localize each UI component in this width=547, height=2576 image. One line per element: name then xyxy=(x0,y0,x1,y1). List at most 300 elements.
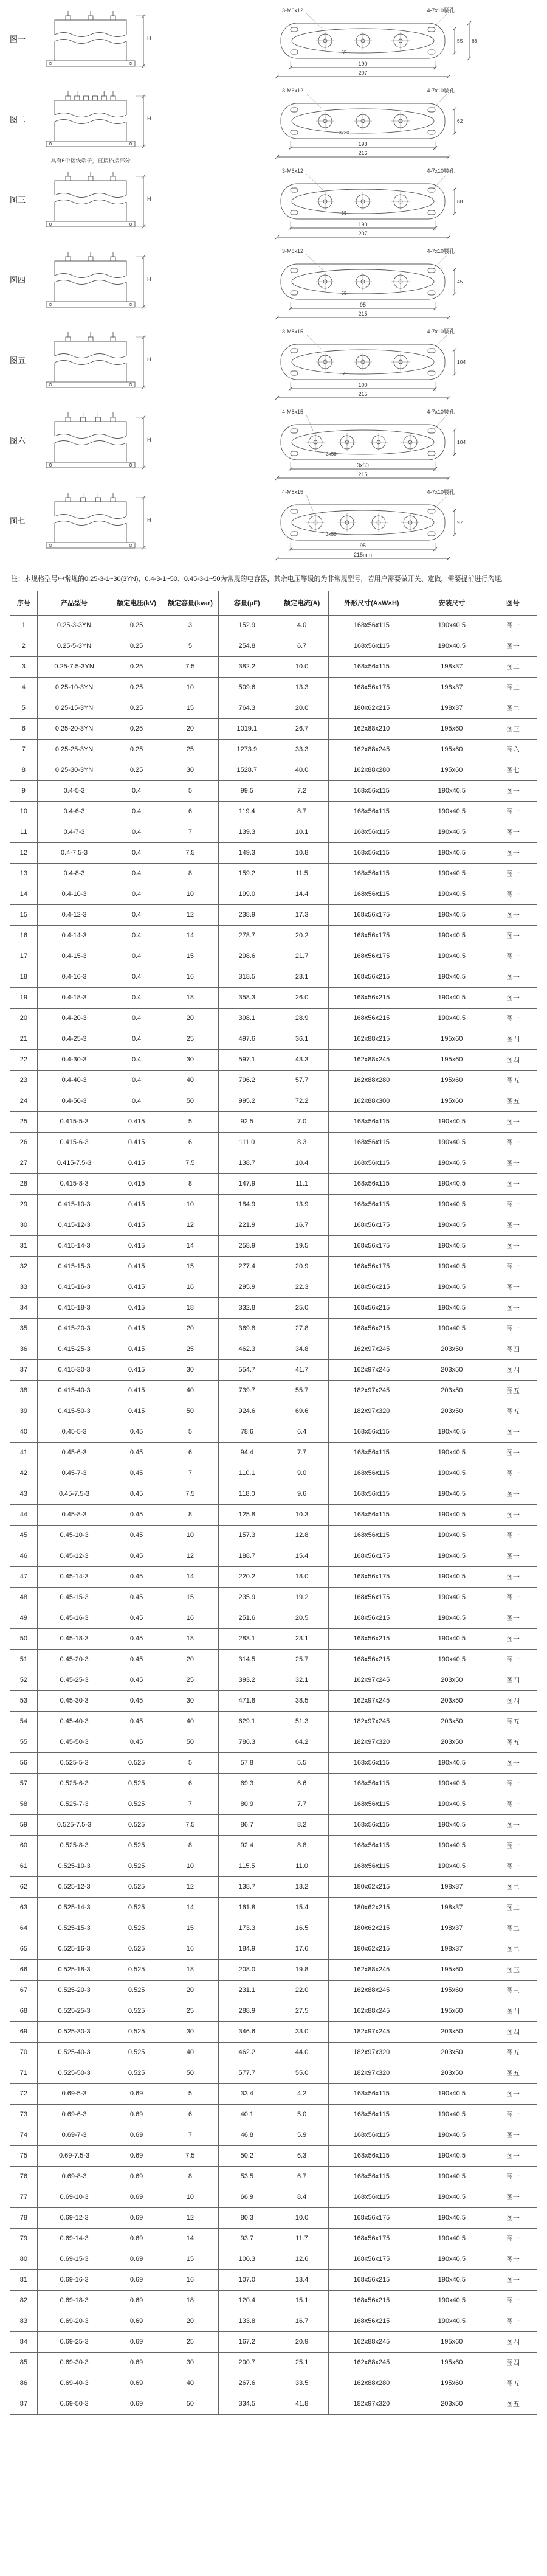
table-cell: 138.7 xyxy=(219,1876,275,1897)
table-cell: 20 xyxy=(162,718,218,739)
table-cell: 49 xyxy=(10,1608,38,1628)
table-cell: 168x56x115 xyxy=(328,1794,415,1814)
table-cell: 47 xyxy=(10,1566,38,1587)
table-cell: 80.3 xyxy=(219,2207,275,2228)
table-cell: 0.45-20-3 xyxy=(37,1649,111,1670)
table-cell: 8.8 xyxy=(275,1835,328,1856)
table-cell: 0.25-3-3YN xyxy=(37,615,111,636)
table-row xyxy=(10,1070,537,1091)
table-cell: 8 xyxy=(162,1173,218,1194)
table-cell: 23 xyxy=(10,1070,38,1091)
table-cell: 图四 xyxy=(489,1339,537,1359)
table-cell: 图一 xyxy=(489,2145,537,2166)
table-cell: 0.25 xyxy=(111,698,162,718)
table-cell: 198x37 xyxy=(415,677,489,698)
table-cell: 298.6 xyxy=(219,946,275,967)
table-cell: 8 xyxy=(162,2166,218,2187)
table-cell: 0.415-18-3 xyxy=(37,1297,111,1318)
table-cell: 0.45 xyxy=(111,1484,162,1504)
table-cell: 190x40.5 xyxy=(415,2290,489,2311)
table-cell: 图一 xyxy=(489,2166,537,2187)
table-cell: 图四 xyxy=(489,1670,537,1690)
table-cell: 12.8 xyxy=(275,1525,328,1546)
table-cell: 0.415 xyxy=(111,1173,162,1194)
table-cell: 0.4-16-3 xyxy=(37,967,111,987)
table-cell: 图二 xyxy=(489,1918,537,1939)
table-cell: 283.1 xyxy=(219,1628,275,1649)
table-cell: 168x56x115 xyxy=(328,1153,415,1173)
table-cell: 25 xyxy=(162,1029,218,1049)
svg-text:65: 65 xyxy=(341,210,347,216)
table-cell: 786.3 xyxy=(219,1732,275,1752)
table-cell: 21.7 xyxy=(275,946,328,967)
column-header: 外形尺寸(A×W×H) xyxy=(328,591,415,615)
table-cell: 14 xyxy=(10,884,38,904)
table-cell: 195x60 xyxy=(415,1070,489,1091)
table-cell: 41.8 xyxy=(275,2394,328,2414)
table-cell: 168x56x175 xyxy=(328,925,415,946)
table-row xyxy=(10,2166,537,2187)
svg-text:215: 215 xyxy=(358,311,368,317)
table-cell: 30 xyxy=(162,1049,218,1070)
svg-text:104: 104 xyxy=(457,439,466,445)
table-cell: 37 xyxy=(10,1359,38,1380)
table-cell: 8.7 xyxy=(275,801,328,822)
table-cell: 图一 xyxy=(489,1773,537,1794)
table-cell: 63 xyxy=(10,1897,38,1918)
table-cell: 11.0 xyxy=(275,1856,328,1876)
table-row xyxy=(10,2207,537,2228)
table-cell: 18 xyxy=(162,987,218,1008)
column-header: 额定电压(kV) xyxy=(111,591,162,615)
figure-label: 图四 xyxy=(10,276,26,285)
table-cell: 162x97x245 xyxy=(328,1690,415,1711)
table-cell: 10 xyxy=(162,1525,218,1546)
table-cell: 161.8 xyxy=(219,1897,275,1918)
table-cell: 168x56x115 xyxy=(328,1773,415,1794)
table-cell: 0.69-7.5-3 xyxy=(37,2145,111,2166)
table-cell: 15 xyxy=(162,1918,218,1939)
table-row xyxy=(10,2083,537,2104)
table-cell: 182x97x320 xyxy=(328,1401,415,1422)
table-cell: 7.7 xyxy=(275,1442,328,1463)
table-cell: 图一 xyxy=(489,1752,537,1773)
table-cell: 393.2 xyxy=(219,1670,275,1690)
table-cell: 26.7 xyxy=(275,718,328,739)
table-cell: 203x50 xyxy=(415,2063,489,2083)
table-cell: 6 xyxy=(162,2104,218,2125)
table-cell: 17.3 xyxy=(275,904,328,925)
table-cell: 图一 xyxy=(489,904,537,925)
figure-2 xyxy=(10,85,537,165)
capacitor-drawing xyxy=(38,165,518,246)
table-cell: 94.4 xyxy=(219,1442,275,1463)
table-cell: 图一 xyxy=(489,967,537,987)
table-cell: 20 xyxy=(162,1008,218,1029)
table-cell: 40 xyxy=(162,1070,218,1091)
table-cell: 53.5 xyxy=(219,2166,275,2187)
table-cell: 0.525 xyxy=(111,2001,162,2021)
table-cell: 66 xyxy=(10,1959,38,1980)
table-cell: 图五 xyxy=(489,1070,537,1091)
table-cell: 195x60 xyxy=(415,739,489,760)
table-cell: 34.8 xyxy=(275,1339,328,1359)
table-cell: 50 xyxy=(162,2063,218,2083)
table-cell: 0.525 xyxy=(111,1939,162,1959)
table-cell: 168x56x115 xyxy=(328,656,415,677)
table-cell: 图一 xyxy=(489,1608,537,1628)
figure-drawing xyxy=(38,326,537,406)
table-cell: 184.9 xyxy=(219,1939,275,1959)
figure-7 xyxy=(10,487,537,567)
table-cell: 图一 xyxy=(489,1297,537,1318)
table-row xyxy=(10,636,537,656)
table-cell: 203x50 xyxy=(415,2042,489,2063)
table-cell: 0.525 xyxy=(111,1773,162,1794)
table-cell: 0.415 xyxy=(111,1401,162,1422)
table-cell: 图四 xyxy=(489,1359,537,1380)
table-row xyxy=(10,904,537,925)
table-cell: 7.5 xyxy=(162,2145,218,2166)
table-cell: 168x56x115 xyxy=(328,1504,415,1525)
table-cell: 6.6 xyxy=(275,1773,328,1794)
svg-text:3x50: 3x50 xyxy=(326,451,337,457)
table-cell: 1273.9 xyxy=(219,739,275,760)
table-cell: 9 xyxy=(10,780,38,801)
table-cell: 16 xyxy=(162,967,218,987)
table-cell: 图一 xyxy=(489,1256,537,1277)
table-cell: 0.69 xyxy=(111,2290,162,2311)
table-header-row xyxy=(10,591,537,615)
table-cell: 70 xyxy=(10,2042,38,2063)
table-cell: 203x50 xyxy=(415,2021,489,2042)
table-cell: 10.1 xyxy=(275,822,328,842)
table-cell: 6.7 xyxy=(275,2166,328,2187)
table-cell: 81 xyxy=(10,2269,38,2290)
table-cell: 509.6 xyxy=(219,677,275,698)
table-cell: 168x56x115 xyxy=(328,2145,415,2166)
table-cell: 190x40.5 xyxy=(415,1215,489,1235)
table-cell: 0.69-12-3 xyxy=(37,2207,111,2228)
table-cell: 6 xyxy=(162,801,218,822)
table-row xyxy=(10,1608,537,1628)
table-cell: 图一 xyxy=(489,2083,537,2104)
table-cell: 图一 xyxy=(489,1484,537,1504)
table-cell: 182x97x245 xyxy=(328,2021,415,2042)
table-cell: 0.525-40-3 xyxy=(37,2042,111,2063)
svg-text:4-7x10腰孔: 4-7x10腰孔 xyxy=(427,328,455,335)
table-cell: 182x97x320 xyxy=(328,2063,415,2083)
table-cell: 190x40.5 xyxy=(415,1318,489,1339)
table-cell: 5.9 xyxy=(275,2125,328,2145)
table-cell: 30 xyxy=(162,1359,218,1380)
table-cell: 462.2 xyxy=(219,2042,275,2063)
table-cell: 0.45-30-3 xyxy=(37,1690,111,1711)
table-cell: 图三 xyxy=(489,1980,537,2001)
table-cell: 168x56x115 xyxy=(328,2166,415,2187)
table-cell: 182x97x320 xyxy=(328,2394,415,2414)
table-cell: 54 xyxy=(10,1711,38,1732)
table-cell: 198x37 xyxy=(415,698,489,718)
table-cell: 231.1 xyxy=(219,1980,275,2001)
table-cell: 168x56x175 xyxy=(328,1256,415,1277)
figure-drawing xyxy=(38,487,537,567)
table-cell: 0.4 xyxy=(111,904,162,925)
column-header: 容量(μF) xyxy=(219,591,275,615)
table-row xyxy=(10,1566,537,1587)
table-cell: 0.45 xyxy=(111,1422,162,1442)
table-cell: 168x56x115 xyxy=(328,842,415,863)
table-cell: 48 xyxy=(10,1587,38,1608)
table-cell: 3 xyxy=(162,615,218,636)
table-cell: 125.8 xyxy=(219,1504,275,1525)
table-cell: 180x62x215 xyxy=(328,698,415,718)
table-cell: 0.525 xyxy=(111,1918,162,1939)
table-cell: 27.8 xyxy=(275,1318,328,1339)
table-cell: 0.25-15-3YN xyxy=(37,698,111,718)
table-cell: 497.6 xyxy=(219,1029,275,1049)
table-cell: 图四 xyxy=(489,1049,537,1070)
table-cell: 0.4-18-3 xyxy=(37,987,111,1008)
table-cell: 46.8 xyxy=(219,2125,275,2145)
table-cell: 162x88x245 xyxy=(328,2001,415,2021)
table-cell: 图一 xyxy=(489,1463,537,1484)
table-cell: 55 xyxy=(10,1732,38,1752)
table-cell: 10 xyxy=(162,1194,218,1215)
table-cell: 7.2 xyxy=(275,780,328,801)
table-cell: 0.69 xyxy=(111,2352,162,2373)
table-cell: 0.4 xyxy=(111,946,162,967)
table-cell: 15 xyxy=(162,1256,218,1277)
table-cell: 5 xyxy=(162,1752,218,1773)
table-cell: 0.415-15-3 xyxy=(37,1256,111,1277)
table-cell: 0.415 xyxy=(111,1380,162,1401)
table-cell: 14 xyxy=(162,2228,218,2249)
table-cell: 203x50 xyxy=(415,1380,489,1401)
table-row xyxy=(10,1752,537,1773)
table-cell: 0.25 xyxy=(111,636,162,656)
table-cell: 16.7 xyxy=(275,2311,328,2331)
svg-text:62: 62 xyxy=(457,118,463,124)
table-cell: 0.69 xyxy=(111,2125,162,2145)
table-cell: 168x56x175 xyxy=(328,1566,415,1587)
table-row xyxy=(10,718,537,739)
table-cell: 462.3 xyxy=(219,1339,275,1359)
table-cell: 图一 xyxy=(489,615,537,636)
table-cell: 0.525-30-3 xyxy=(37,2021,111,2042)
table-cell: 0.415 xyxy=(111,1215,162,1235)
table-cell: 11.7 xyxy=(275,2228,328,2249)
table-cell: 168x56x175 xyxy=(328,904,415,925)
table-cell: 173.3 xyxy=(219,1918,275,1939)
table-cell: 22 xyxy=(10,1049,38,1070)
table-cell: 0.415 xyxy=(111,1153,162,1173)
table-cell: 195x60 xyxy=(415,1029,489,1049)
table-cell: 190x40.5 xyxy=(415,1525,489,1546)
table-cell: 22.3 xyxy=(275,1277,328,1297)
table-cell: 180x62x215 xyxy=(328,1897,415,1918)
table-cell: 577.7 xyxy=(219,2063,275,2083)
table-cell: 6.7 xyxy=(275,636,328,656)
table-row xyxy=(10,822,537,842)
table-cell: 78 xyxy=(10,2207,38,2228)
table-cell: 0.415-5-3 xyxy=(37,1111,111,1132)
table-cell: 16 xyxy=(10,925,38,946)
table-cell: 14 xyxy=(162,925,218,946)
svg-text:100: 100 xyxy=(358,382,368,388)
svg-text:4-7x10腰孔: 4-7x10腰孔 xyxy=(427,409,455,415)
table-cell: 190x40.5 xyxy=(415,1297,489,1318)
table-cell: 图一 xyxy=(489,1442,537,1463)
table-cell: 0.525-12-3 xyxy=(37,1876,111,1897)
table-cell: 图一 xyxy=(489,987,537,1008)
table-cell: 14 xyxy=(162,1897,218,1918)
table-cell: 4.0 xyxy=(275,615,328,636)
svg-text:88: 88 xyxy=(457,198,463,204)
table-cell: 190x40.5 xyxy=(415,1153,489,1173)
table-cell: 60 xyxy=(10,1835,38,1856)
table-cell: 图二 xyxy=(489,1876,537,1897)
figure-drawing xyxy=(38,246,537,326)
table-cell: 190x40.5 xyxy=(415,2145,489,2166)
table-cell: 0.25-5-3YN xyxy=(37,636,111,656)
table-cell: 7.5 xyxy=(162,1814,218,1835)
table-cell: 33.0 xyxy=(275,2021,328,2042)
svg-text:4-M8x15: 4-M8x15 xyxy=(282,409,304,415)
table-row xyxy=(10,1587,537,1608)
svg-text:3-M6x12: 3-M6x12 xyxy=(282,7,304,13)
table-cell: 0.69-15-3 xyxy=(37,2249,111,2269)
table-cell: 0.525 xyxy=(111,1959,162,1980)
table-cell: 图二 xyxy=(489,1939,537,1959)
table-cell: 190x40.5 xyxy=(415,1814,489,1835)
figure-drawing xyxy=(38,85,537,165)
table-cell: 12 xyxy=(10,842,38,863)
column-header: 序号 xyxy=(10,591,38,615)
table-cell: 0.415 xyxy=(111,1256,162,1277)
table-row xyxy=(10,863,537,884)
table-cell: 61 xyxy=(10,1856,38,1876)
table-cell: 图一 xyxy=(489,1794,537,1814)
table-cell: 0.525 xyxy=(111,2021,162,2042)
table-cell: 0.4 xyxy=(111,780,162,801)
figure-6 xyxy=(10,406,537,487)
table-cell: 238.9 xyxy=(219,904,275,925)
table-cell: 38.5 xyxy=(275,1690,328,1711)
table-cell: 0.525-18-3 xyxy=(37,1959,111,1980)
table-cell: 0.45-16-3 xyxy=(37,1608,111,1628)
table-cell: 0.69-8-3 xyxy=(37,2166,111,2187)
table-cell: 208.0 xyxy=(219,1959,275,1980)
table-cell: 84 xyxy=(10,2331,38,2352)
table-cell: 0.45 xyxy=(111,1566,162,1587)
table-cell: 6.3 xyxy=(275,2145,328,2166)
table-cell: 0.25 xyxy=(111,677,162,698)
table-cell: 图一 xyxy=(489,1856,537,1876)
table-cell: 4 xyxy=(10,677,38,698)
table-cell: 0.69-16-3 xyxy=(37,2269,111,2290)
table-row xyxy=(10,698,537,718)
table-cell: 58 xyxy=(10,1794,38,1814)
table-cell: 0.69 xyxy=(111,2166,162,2187)
table-cell: 13 xyxy=(10,863,38,884)
table-cell: 18 xyxy=(162,1959,218,1980)
table-cell: 80.9 xyxy=(219,1794,275,1814)
table-cell: 15 xyxy=(10,904,38,925)
table-row xyxy=(10,2145,537,2166)
table-cell: 5 xyxy=(162,2083,218,2104)
table-cell: 33.4 xyxy=(219,2083,275,2104)
table-cell: 195x60 xyxy=(415,2352,489,2373)
table-cell: 0.45-12-3 xyxy=(37,1546,111,1566)
svg-text:4-M8x15: 4-M8x15 xyxy=(282,489,304,495)
table-cell: 图一 xyxy=(489,1835,537,1856)
table-cell: 190x40.5 xyxy=(415,1463,489,1484)
table-cell: 74 xyxy=(10,2125,38,2145)
table-cell: 332.8 xyxy=(219,1297,275,1318)
table-cell: 图五 xyxy=(489,2042,537,2063)
table-cell: 200.7 xyxy=(219,2352,275,2373)
table-cell: 0.45-8-3 xyxy=(37,1504,111,1525)
svg-text:4-7x10腰孔: 4-7x10腰孔 xyxy=(427,88,455,94)
table-cell: 1 xyxy=(10,615,38,636)
table-cell: 13.4 xyxy=(275,2269,328,2290)
table-cell: 277.4 xyxy=(219,1256,275,1277)
table-cell: 图一 xyxy=(489,1566,537,1587)
table-cell: 78.6 xyxy=(219,1422,275,1442)
column-header: 额定电流(A) xyxy=(275,591,328,615)
column-header: 安装尺寸 xyxy=(415,591,489,615)
table-row xyxy=(10,2269,537,2290)
svg-text:190: 190 xyxy=(358,61,368,67)
table-cell: 198x37 xyxy=(415,656,489,677)
table-cell: 190x40.5 xyxy=(415,2187,489,2207)
table-cell: 6 xyxy=(162,1132,218,1153)
table-cell: 15.4 xyxy=(275,1897,328,1918)
table-cell: 0.45 xyxy=(111,1670,162,1690)
table-cell: 0.25-20-3YN xyxy=(37,718,111,739)
table-cell: 7.0 xyxy=(275,1111,328,1132)
table-row xyxy=(10,2290,537,2311)
table-cell: 0.4 xyxy=(111,1008,162,1029)
table-cell: 0.4-50-3 xyxy=(37,1091,111,1111)
table-cell: 41.7 xyxy=(275,1359,328,1380)
svg-text:4-7x10腰孔: 4-7x10腰孔 xyxy=(427,489,455,495)
table-row xyxy=(10,1773,537,1794)
table-cell: 190x40.5 xyxy=(415,1132,489,1153)
table-cell: 198x37 xyxy=(415,1939,489,1959)
table-cell: 190x40.5 xyxy=(415,801,489,822)
table-cell: 5.0 xyxy=(275,2104,328,2125)
table-cell: 0.525-7.5-3 xyxy=(37,1814,111,1835)
table-cell: 18 xyxy=(10,967,38,987)
table-cell: 0.45-7.5-3 xyxy=(37,1484,111,1504)
table-cell: 0.525-5-3 xyxy=(37,1752,111,1773)
table-cell: 167.2 xyxy=(219,2331,275,2352)
table-cell: 25 xyxy=(162,1670,218,1690)
table-cell: 25 xyxy=(162,2001,218,2021)
table-cell: 107.0 xyxy=(219,2269,275,2290)
table-cell: 111.0 xyxy=(219,1132,275,1153)
table-cell: 68 xyxy=(10,2001,38,2021)
table-cell: 0.69 xyxy=(111,2104,162,2125)
table-row xyxy=(10,1359,537,1380)
table-cell: 190x40.5 xyxy=(415,1504,489,1525)
table-cell: 22.0 xyxy=(275,1980,328,2001)
table-cell: 76 xyxy=(10,2166,38,2187)
table-cell: 168x56x175 xyxy=(328,1546,415,1566)
svg-text:198: 198 xyxy=(358,141,368,147)
